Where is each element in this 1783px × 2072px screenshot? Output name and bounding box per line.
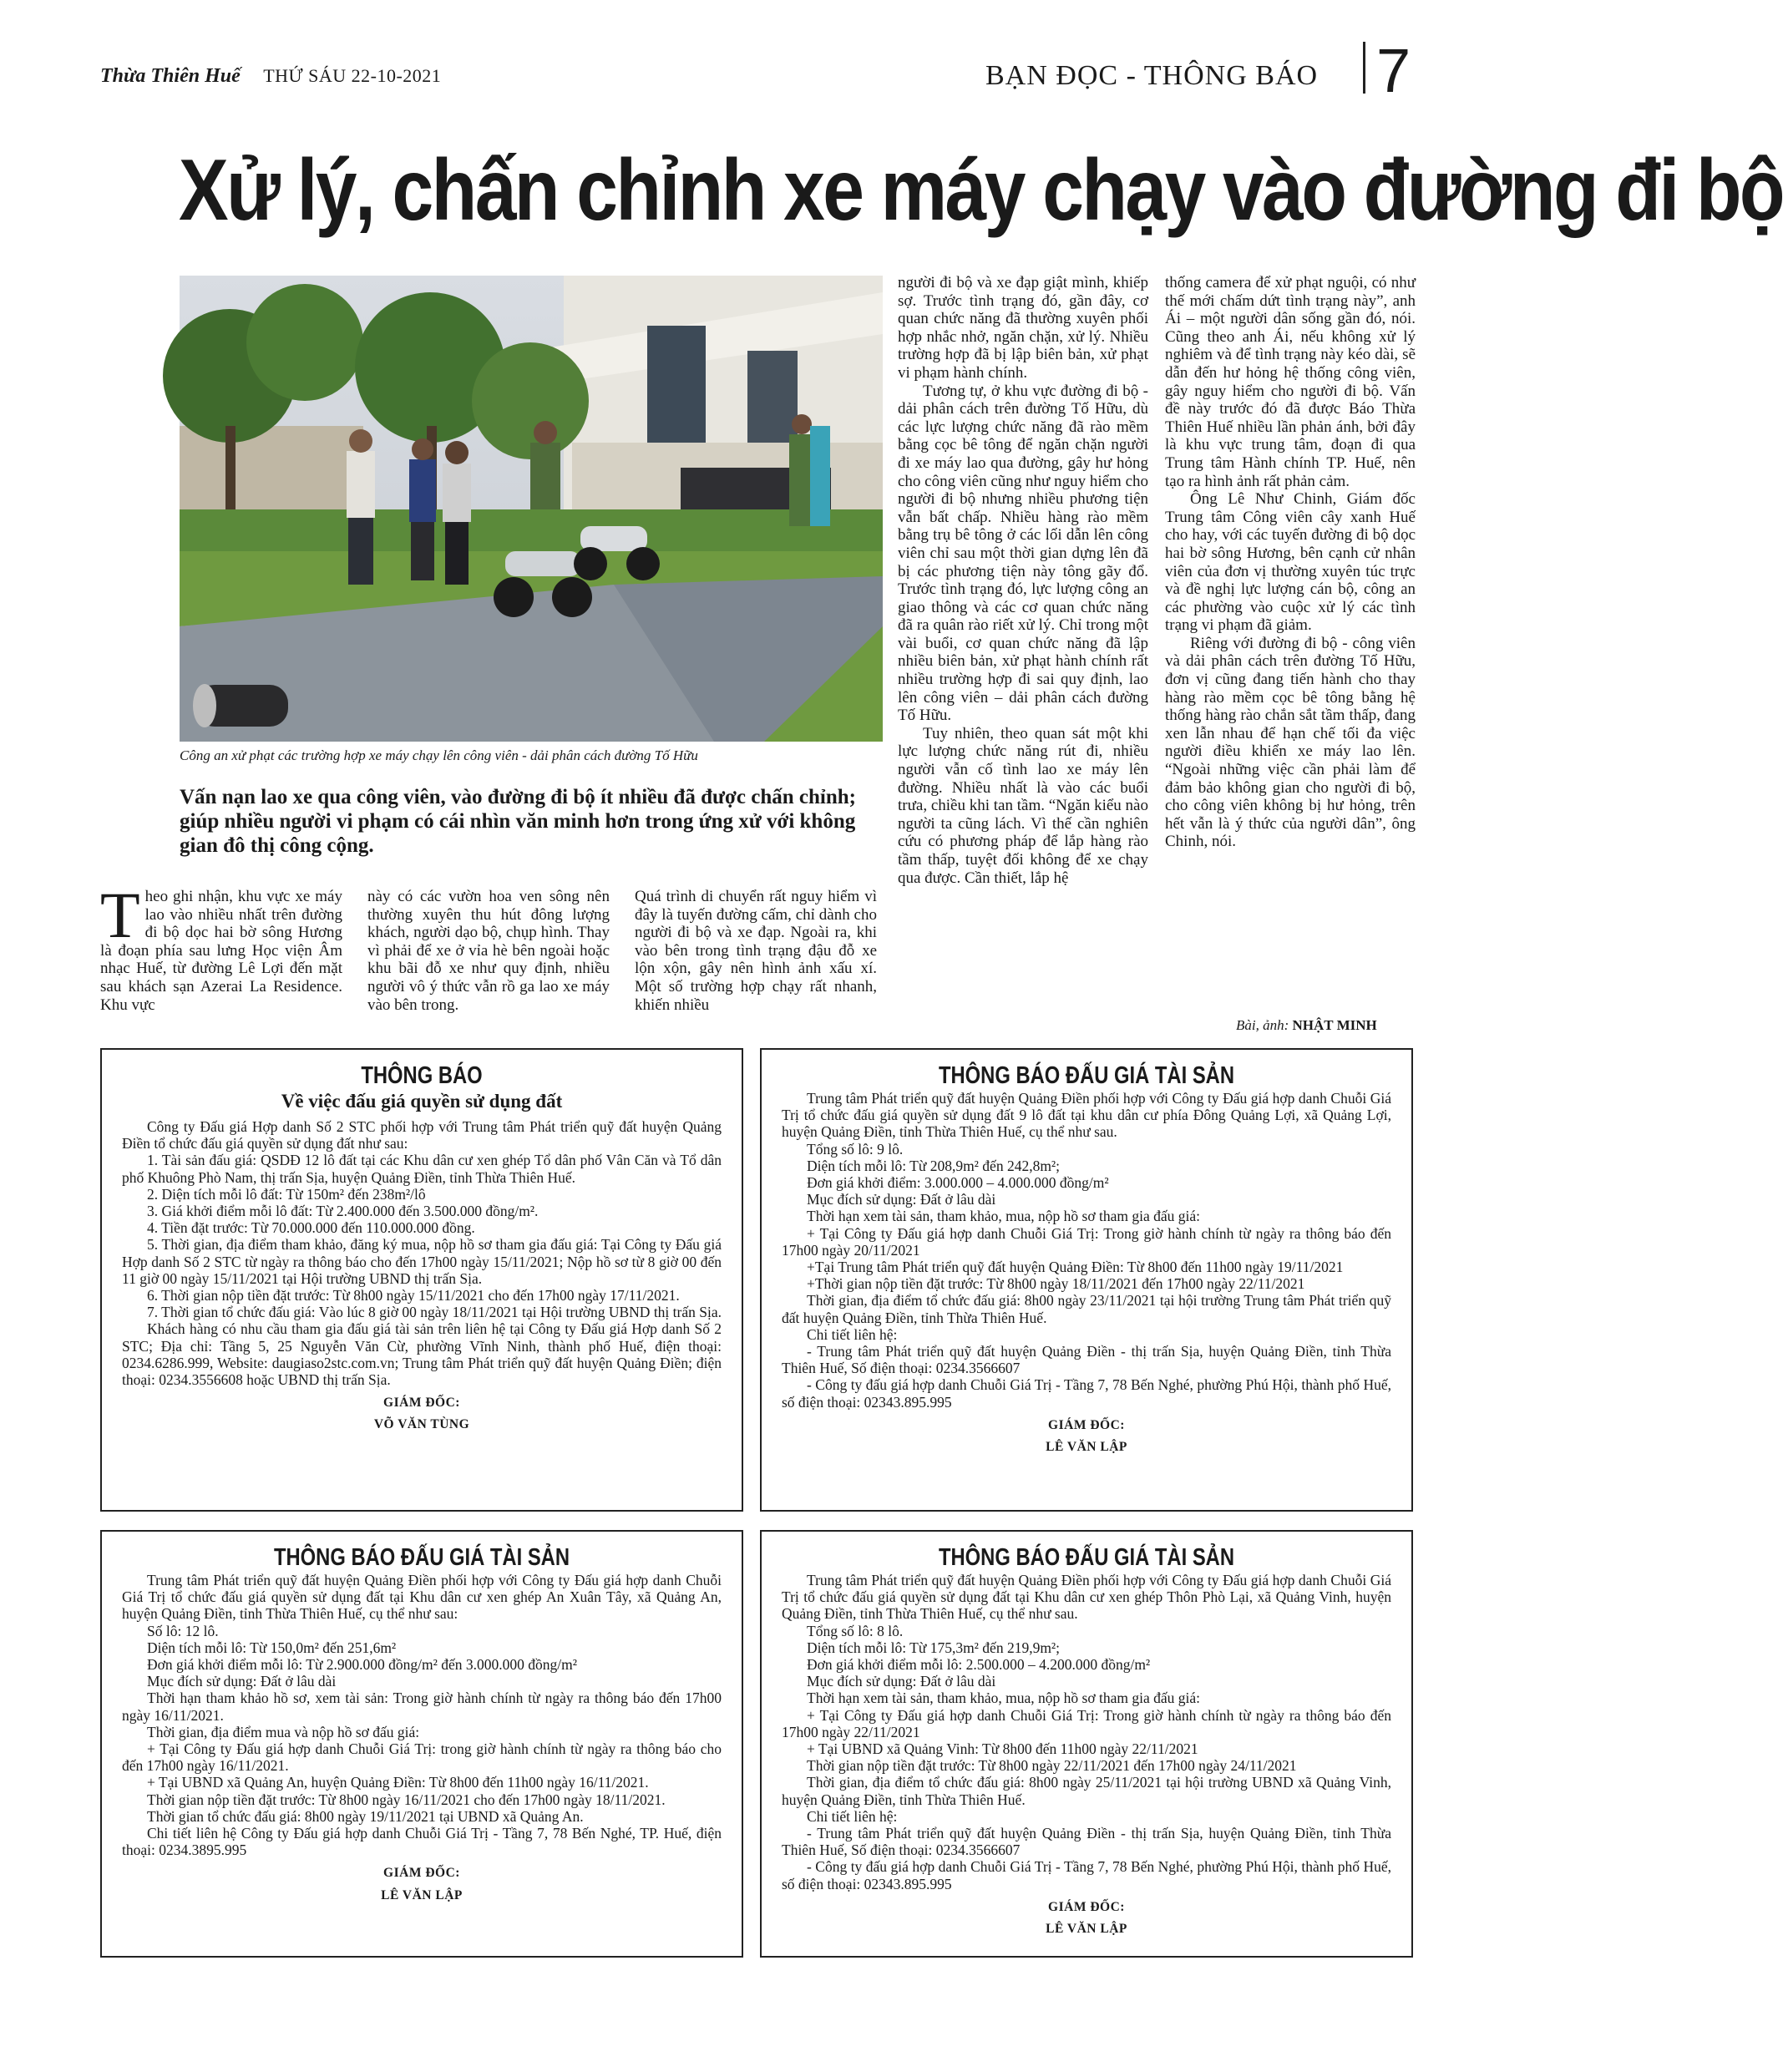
notice-paragraph: Thời gian nộp tiền đặt trước: Từ 8h00 ngày 22/11/2021 đến 17h00 ngày 24/11/2021 <box>807 1757 1297 1775</box>
notice-paragraph: Trung tâm Phát triển quỹ đất huyện Quảng Điền phối hợp với Công ty Đấu giá hợp danh Chuỗi Giá Trị tổ chức đấu giá quyền sử dụng đất tại Khu dân cư xen ghép Thôn Phò Lại, xã Quảng Vinh, huyện Quảng Điền, tỉnh Thừa Thiên Huế, cụ thể như sau. <box>782 1572 1391 1623</box>
notice-title: THÔNG BÁO ĐẤU GIÁ TÀI SẢN <box>273 1544 570 1571</box>
notice-paragraph: + Tại UBND xã Quảng Vinh: Từ 8h00 đến 11h00 ngày 22/11/2021 <box>807 1740 1198 1758</box>
notice-paragraph: +Thời gian nộp tiền đặt trước: Từ 8h00 ngày 18/11/2021 đến 17h00 ngày 22/11/2021 <box>807 1275 1305 1293</box>
notice-title: THÔNG BÁO ĐẤU GIÁ TÀI SẢN <box>938 1062 1235 1089</box>
park-scene-illustration <box>180 276 883 742</box>
notice-paragraph: Diện tích mỗi lô: Từ 208,9m² đến 242,8m²; <box>807 1157 1061 1174</box>
notice-paragraph: +Tại Trung tâm Phát triển quỹ đất huyện Quảng Điền: Từ 8h00 đến 11h00 ngày 19/11/2021 <box>807 1259 1344 1276</box>
signer-name: LÊ VĂN LẬP <box>381 1887 463 1902</box>
notice-box-auction-quang-an <box>100 1530 743 1958</box>
notice-paragraph: Thời hạn xem tài sản, tham khảo, mua, nộp hồ sơ tham gia đấu giá: <box>807 1690 1200 1707</box>
notice-paragraph: Số lô: 12 lô. <box>147 1622 219 1639</box>
notice-paragraph: 5. Thời gian, địa điểm tham khảo, đăng ký mua, nộp hồ sơ tham gia đấu giá: Tại Công ty Đấu giá Hợp danh Số 2 STC từ ngày ra thông báo cho đến 17h00 ngày 15/11/2021; Nộp hồ sơ từ 8 giờ 00 đến 11 giờ 00 ngày 15/11/2021 tại Hội trường UBND thị trấn Sịa. <box>122 1236 722 1287</box>
column-text: heo ghi nhận, khu vực xe máy lao vào nhiều nhất trên đường đi bộ dọc hai bờ sông Hương là đoạn phía sau lưng Học viện Âm nhạc Huế, từ đường Lê Lợi đến mặt sau khách sạn Azerai La Residence. Khu vực <box>100 888 342 1014</box>
notice-paragraph: Thời gian tổ chức đấu giá: 8h00 ngày 19/11/2021 tại UBND xã Quảng An. <box>147 1807 584 1825</box>
notice-paragraph: Tổng số lô: 9 lô. <box>807 1140 904 1158</box>
notice-box-land-auction <box>100 1048 743 1512</box>
article-column-4 <box>898 274 1148 887</box>
column-paragraph: thống camera để xử phạt nguội, có như thế mới chấm dứt tình trạng này”, anh Ái – một người dân sống gần đó, nói. Cũng theo anh Ái, nếu không xử lý nghiêm và để tình trạng này kéo dài, sẽ dẫn đến hư hỏng hệ thống công viên, gây nguy hiểm cho người đi bộ. Vấn đề này trước đó đã được Báo Thừa Thiên Huế nhiều lần phản ánh, bởi đây là khu vực trung tâm, đoạn đi qua Trung tâm Hành chính TP. Huế, nên tạo ra hình ảnh rất phản cảm. <box>1165 274 1416 490</box>
notice-box-auction-quang-vinh <box>760 1530 1413 1958</box>
author-name: NHẬT MINH <box>1292 1017 1377 1033</box>
signer-title: GIÁM ĐỐC: <box>383 1396 460 1411</box>
notice-paragraph: Tổng số lô: 8 lô. <box>807 1622 904 1639</box>
signer-name: LÊ VĂN LẬP <box>1046 1922 1127 1937</box>
signer-title: GIÁM ĐỐC: <box>383 1866 460 1881</box>
notice-paragraph: Mục đích sử dụng: Đất ở lâu dài <box>807 1673 996 1690</box>
notice-paragraph: Đơn giá khởi điểm mỗi lô: Từ 2.900.000 đồng/m² đến 3.000.000 đồng/m² <box>147 1656 578 1674</box>
notice-paragraph: Diện tích mỗi lô: Từ 175,3m² đến 219,9m²; <box>807 1639 1061 1656</box>
notice-paragraph: + Tại Công ty Đấu giá hợp danh Chuỗi Giá Trị: Trong giờ hành chính từ ngày ra thông báo đến 17h00 ngày 22/11/2021 <box>782 1706 1391 1740</box>
notice-subtitle: Về việc đấu giá quyền sử dụng đất <box>281 1091 563 1112</box>
notice-paragraph: - Trung tâm Phát triển quỹ đất huyện Quảng Điền - thị trấn Sịa, huyện Quảng Điền, tỉnh Thừa Thiên Huế, Số điện thoại: 0234.3566607 <box>782 1825 1391 1859</box>
notice-paragraph: 6. Thời gian nộp tiền đặt trước: Từ 8h00 ngày 15/11/2021 cho đến 17h00 ngày 17/11/2021. <box>147 1287 680 1304</box>
notice-paragraph: Chi tiết liên hệ: <box>807 1325 898 1343</box>
notice-paragraph: Công ty Đấu giá Hợp danh Số 2 STC phối hợp với Trung tâm Phát triển quỹ đất huyện Quảng Điền tổ chức đấu giá quyền sử dụng đất như sau: <box>122 1118 722 1153</box>
section-title: BẠN ĐỌC - THÔNG BÁO <box>985 60 1319 91</box>
notice-paragraph: Diện tích mỗi lô: Từ 150,0m² đến 251,6m² <box>147 1639 397 1656</box>
headline: Xử lý, chấn chỉnh xe máy chạy vào đường đi bộ <box>179 142 1783 239</box>
signer-name: LÊ VĂN LẬP <box>1046 1440 1127 1455</box>
byline-prefix: Bài, ảnh: <box>1236 1017 1293 1033</box>
notice-paragraph: Đơn giá khởi điểm mỗi lô: 2.500.000 – 4.200.000 đồng/m² <box>807 1656 1151 1674</box>
notice-paragraph: Chi tiết liên hệ Công ty Đấu giá hợp danh Chuỗi Giá Trị - Tầng 7, 78 Bến Nghé, TP. Huế, điện thoại: 0234.3895.995 <box>122 1825 722 1859</box>
notice-paragraph: Mục đích sử dụng: Đất ở lâu dài <box>807 1191 996 1208</box>
notice-paragraph: Chi tiết liên hệ: <box>807 1807 898 1825</box>
signer-name: VÕ VĂN TÙNG <box>373 1417 470 1432</box>
drop-cap: T <box>100 879 140 951</box>
notice-paragraph: + Tại UBND xã Quảng An, huyện Quảng Điền: Từ 8h00 đến 11h00 ngày 16/11/2021. <box>147 1774 649 1791</box>
notice-paragraph: 3. Giá khởi điểm mỗi lô đất: Từ 2.400.000 đến 3.500.000 đồng/m². <box>147 1203 539 1220</box>
notice-box-auction-quang-loi <box>760 1048 1413 1512</box>
notice-paragraph: 1. Tài sản đấu giá: QSDĐ 12 lô đất tại các Khu dân cư xen ghép Tổ dân phố Vân Căn và Tổ dân phố Khuông Phò Nam, thị trấn Sịa, huyện Quảng Điền, tỉnh Thừa Thiên Huế. <box>122 1152 722 1186</box>
notice-paragraph: Thời hạn tham khảo hồ sơ, xem tài sản: Trong giờ hành chính từ ngày ra thông báo đến 17h00 ngày 16/11/2021. <box>122 1690 722 1724</box>
article-column-1 <box>100 879 342 1014</box>
signer-title: GIÁM ĐỐC: <box>1048 1417 1125 1432</box>
header-divider <box>1363 42 1365 94</box>
notice-paragraph: Đơn giá khởi điểm: 3.000.000 – 4.000.000 đồng/m² <box>807 1174 1109 1192</box>
column-paragraph: Ông Lê Như Chinh, Giám đốc Trung tâm Công viên cây xanh Huế cho hay, với các tuyến đường đi bộ dọc hai bờ sông Hương, bên cạnh cử nhân viên của đơn vị thường xuyên túc trực và đề nghị lực lượng cán bộ, công an các phường vào cuộc xử lý các tình trạng vi phạm đã giảm. <box>1165 490 1416 635</box>
column-text: này có các vườn hoa ven sông nên thường xuyên thu hút đông lượng khách, người dạo bộ, chụp hình. Thay vì phải để xe ở vỉa hè bên ngoài hoặc khu bãi đỗ xe như quy định, nhiều người vô ý thức vẫn rồ ga lao xe máy vào bên trong. <box>367 888 610 1014</box>
notice-paragraph: Trung tâm Phát triển quỹ đất huyện Quảng Điền phối hợp với Công ty Đấu giá hợp danh Chuỗi Giá Trị tổ chức đấu giá quyền sử dụng đất 9 lô đất tại khu dân cư phía Đông Quảng Lợi, xã Quảng Lợi, huyện Quảng Điền, tỉnh Thừa Thiên Huế, cụ thể như sau. <box>782 1090 1391 1141</box>
column-text: Quá trình di chuyển rất nguy hiểm vì đây là tuyến đường cấm, chỉ dành cho người đi bộ và xe đạp. Ngoài ra, khi vào bên trong tình trạng đậu đỗ xe lộn xộn, gây nên hình ảnh xấu xí. Một số trường hợp chạy rất nhanh, khiến nhiều <box>635 888 877 1014</box>
article-column-3 <box>635 888 877 1014</box>
notice-paragraph: 7. Thời gian tổ chức đấu giá: Vào lúc 8 giờ 00 ngày 18/11/2021 tại Hội trường UBND thị trấn Sịa. <box>147 1304 722 1321</box>
signer-title: GIÁM ĐỐC: <box>1048 1899 1125 1914</box>
article-photo <box>180 276 883 742</box>
lead-paragraph: Vấn nạn lao xe qua công viên, vào đường đi bộ ít nhiều đã được chấn chỉnh; giúp nhiều người vi phạm có cái nhìn văn minh hơn trong ứng xử với không gian đô thị công cộng. <box>180 786 856 857</box>
notice-paragraph: 2. Diện tích mỗi lô đất: Từ 150m² đến 238m²/lô <box>147 1185 426 1203</box>
paper-name: Thừa Thiên Huế <box>100 65 241 87</box>
notice-paragraph: 4. Tiền đặt trước: Từ 70.000.000 đến 110.000.000 đồng. <box>147 1219 475 1237</box>
notice-paragraph: + Tại Công ty Đấu giá hợp danh Chuỗi Giá Trị: trong giờ hành chính từ ngày ra thông báo cho đến 17h00 ngày 16/11/2021. <box>122 1740 722 1775</box>
article-column-2 <box>367 888 610 1014</box>
notice-paragraph: Thời gian, địa điểm tổ chức đấu giá: 8h00 ngày 23/11/2021 tại hội trường Trung tâm Phát triển quỹ đất huyện Quảng Điền, tỉnh Thừa Thiên Huế. <box>782 1292 1391 1326</box>
article-column-5 <box>1165 274 1416 851</box>
notice-paragraph: Thời gian, địa điểm tổ chức đấu giá: 8h00 ngày 25/11/2021 tại hội trường UBND xã Quảng Vinh, huyện Quảng Điền, tỉnh Thừa Thiên Huế. <box>782 1774 1391 1808</box>
notice-paragraph: Thời gian, địa điểm mua và nộp hồ sơ đấu giá: <box>147 1723 420 1740</box>
column-paragraph: Tương tự, ở khu vực đường đi bộ - dải phân cách trên đường Tố Hữu, dù các lực lượng chức năng đã rào mềm bằng cọc bê tông để ngăn chặn người đi xe máy lao qua đường, gây hư hỏng cho công viên cũng như nguy hiểm cho người đi bộ nhưng nhiều phương tiện vẫn bất chấp. Nhiều hàng rào mềm bằng trụ bê tông ở các lối dẫn lên công viên chỉ sau một thời gian dựng lên đã bị các phương tiện này tông gãy đổ. Trước tình trạng đó, lực lượng công an giao thông và các cơ quan chức năng đã ra quân rào riết xử lý. Chỉ trong một vài buổi, cơ quan chức năng đã lập nhiều biên bản, xử phạt hành chính rất nhiều trường hợp đi sai quy định, lao lên công viên – dải phân cách đường Tố Hữu. <box>898 382 1148 725</box>
notice-paragraph: - Trung tâm Phát triển quỹ đất huyện Quảng Điền - thị trấn Sịa, huyện Quảng Điền, tỉnh Thừa Thiên Huế, Số điện thoại: 0234.3566607 <box>782 1343 1391 1377</box>
column-paragraph: Tuy nhiên, theo quan sát một khi lực lượng chức năng rút đi, nhiều người vẫn cố tình lao xe máy lên đường. Nhiều nhất là vào các buổi trưa, chiều khi tan tầm. “Ngăn kiểu nào người ta cũng lách. Vì thế cần nghiên cứu có phương pháp để lắp hàng rào tầm thấp, tuyệt đối không để xe chạy qua được. Cần thiết, lắp hệ <box>898 724 1148 887</box>
notice-paragraph: Thời hạn xem tài sản, tham khảo, mua, nộp hồ sơ tham gia đấu giá: <box>807 1208 1200 1225</box>
page-number: 7 <box>1376 36 1411 105</box>
notice-paragraph: Khách hàng có nhu cầu tham gia đấu giá tài sản trên liên hệ tại Công ty Đấu giá Hợp danh Số 2 STC; Địa chỉ: Tầng 5, 25 Nguyễn Văn Cừ, phường Vĩnh Ninh, thành phố Huế, điện thoại: 0234.6286.999, Website: daugiaso2stc.com.vn; Trung tâm Phát triển quỹ đất huyện Quảng Điền; điện thoại: 0234.3556608 hoặc UBND thị trấn Sịa. <box>122 1320 722 1389</box>
byline <box>1236 1017 1377 1034</box>
notice-title: THÔNG BÁO <box>361 1062 483 1089</box>
notice-title: THÔNG BÁO ĐẤU GIÁ TÀI SẢN <box>938 1544 1235 1571</box>
column-paragraph: Riêng với đường đi bộ - công viên và dải phân cách trên đường Tố Hữu, đơn vị cũng đang tiến hành cho thay hàng rào mềm cọc bê tông bằng hệ thống hàng rào chắn sắt tầm thấp, đang xen lẫn nhau để hạn chế tối đa việc người điều khiển xe máy lao lên. “Ngoài những việc cần phải làm để đảm bảo không gian cho người đi bộ, cho công viên không bị hư hỏng, trên hết vẫn là ý thức của người dân”, ông Chinh, nói. <box>1165 634 1416 851</box>
notice-paragraph: Trung tâm Phát triển quỹ đất huyện Quảng Điền phối hợp với Công ty Đấu giá hợp danh Chuỗi Giá Trị tổ chức đấu giá quyền sử dụng đất tại Khu dân cư xen ghép An Xuân Tây, xã Quảng An, huyện Quảng Điền, tỉnh Thừa Thiên Huế, cụ thể như sau: <box>122 1572 722 1623</box>
notice-paragraph: Mục đích sử dụng: Đất ở lâu dài <box>147 1673 337 1690</box>
issue-date: THỨ SÁU 22-10-2021 <box>263 65 442 86</box>
column-paragraph: người đi bộ và xe đạp giật mình, khiếp sợ. Trước tình trạng đó, gần đây, cơ quan chức năng đã thường xuyên phối hợp nhắc nhở, ngăn chặn, xử lý. Nhiều trường hợp đã bị lập biên bản, xử phạt vi phạm hành chính. <box>898 274 1148 382</box>
notice-paragraph: Thời gian nộp tiền đặt trước: Từ 8h00 ngày 16/11/2021 cho đến 17h00 ngày 18/11/2021. <box>147 1791 666 1808</box>
notice-paragraph: + Tại Công ty Đấu giá hợp danh Chuỗi Giá Trị: Trong giờ hành chính từ ngày ra thông báo đến 17h00 ngày 20/11/2021 <box>782 1224 1391 1259</box>
notice-paragraph: - Công ty đấu giá hợp danh Chuỗi Giá Trị - Tầng 7, 78 Bến Nghé, phường Phú Hội, thành phố Huế, số điện thoại: 02343.895.995 <box>782 1376 1391 1411</box>
photo-caption: Công an xử phạt các trường hợp xe máy chạy lên công viên - dải phân cách đường Tố Hữu <box>180 747 698 763</box>
masthead <box>100 65 441 88</box>
notice-paragraph: - Công ty đấu giá hợp danh Chuỗi Giá Trị - Tầng 7, 78 Bến Nghé, phường Phú Hội, thành phố Huế, số điện thoại: 02343.895.995 <box>782 1858 1391 1892</box>
